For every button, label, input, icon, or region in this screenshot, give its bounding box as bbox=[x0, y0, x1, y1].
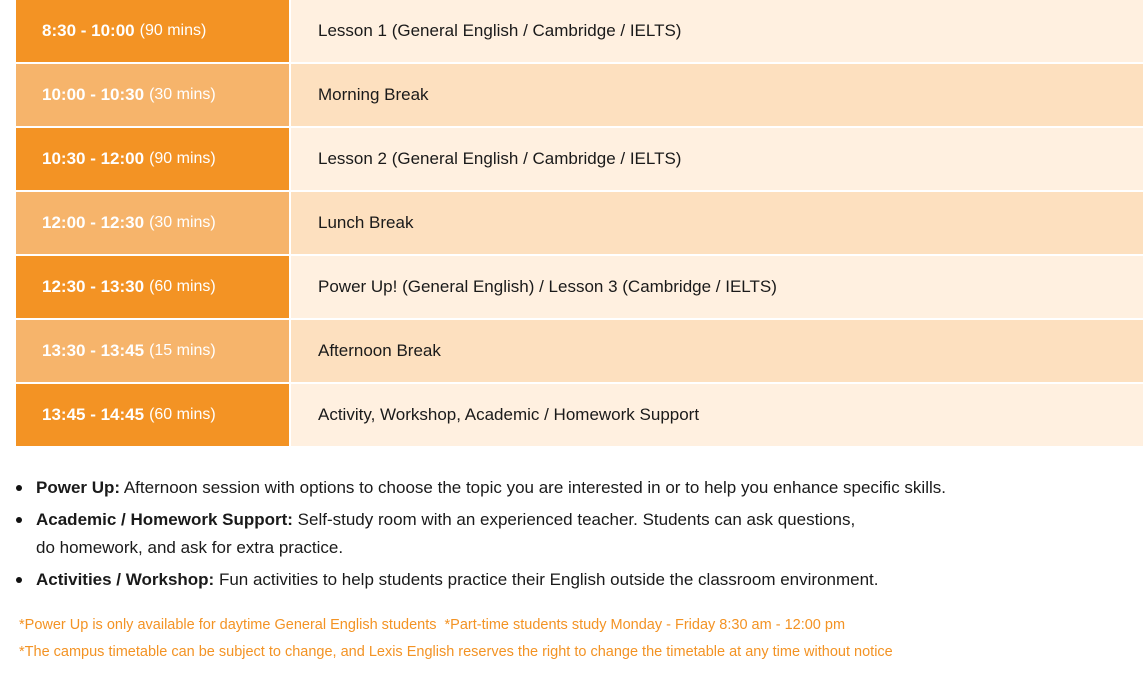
footnote-timetable-change: *The campus timetable can be subject to change, and Lexis English reserves the right to change the timetable at any time without notice bbox=[19, 644, 893, 660]
timetable-row bbox=[16, 0, 1143, 62]
duration: (60 mins) bbox=[149, 406, 216, 423]
activity-label: Lunch Break bbox=[318, 213, 414, 232]
time-cell bbox=[16, 128, 289, 190]
duration: (15 mins) bbox=[149, 342, 216, 359]
activity-cell bbox=[291, 256, 1143, 318]
timetable-row bbox=[16, 128, 1143, 190]
note-term: Activities / Workshop: bbox=[36, 570, 215, 589]
activity-label: Power Up! (General English) / Lesson 3 (Cambridge / IELTS) bbox=[318, 277, 777, 296]
note-item bbox=[16, 566, 1126, 594]
footnote-power-up: *Power Up is only available for daytime General English students bbox=[19, 617, 437, 633]
bullet-icon bbox=[16, 517, 22, 523]
duration: (60 mins) bbox=[149, 278, 216, 295]
activity-cell bbox=[291, 192, 1143, 254]
activity-label: Morning Break bbox=[318, 85, 429, 104]
time-cell bbox=[16, 0, 289, 62]
footnotes bbox=[19, 612, 893, 666]
activity-cell bbox=[291, 64, 1143, 126]
footnote-line bbox=[19, 639, 893, 666]
activity-cell bbox=[291, 384, 1143, 446]
time-cell bbox=[16, 320, 289, 382]
bullet-icon bbox=[16, 485, 22, 491]
activity-cell bbox=[291, 128, 1143, 190]
time-range: 13:45 - 14:45 bbox=[42, 405, 145, 424]
note-text: Self-study room with an experienced teacher. Students can ask questions, bbox=[292, 510, 856, 529]
activity-label: Activity, Workshop, Academic / Homework Support bbox=[318, 405, 700, 424]
note-text: Fun activities to help students practice their English outside the classroom environment. bbox=[214, 570, 879, 589]
duration: (30 mins) bbox=[149, 86, 216, 103]
bullet-icon bbox=[16, 577, 22, 583]
timetable-row bbox=[16, 64, 1143, 126]
timetable-row bbox=[16, 256, 1143, 318]
note-item bbox=[16, 474, 1126, 502]
activity-cell bbox=[291, 320, 1143, 382]
activity-label: Lesson 2 (General English / Cambridge / IELTS) bbox=[318, 149, 682, 168]
duration: (90 mins) bbox=[139, 22, 207, 39]
timetable-row bbox=[16, 384, 1143, 446]
time-cell bbox=[16, 192, 289, 254]
time-range: 8:30 - 10:00 bbox=[42, 21, 135, 40]
time-range: 10:30 - 12:00 bbox=[42, 149, 145, 168]
duration: (90 mins) bbox=[149, 150, 216, 167]
timetable-row bbox=[16, 192, 1143, 254]
note-term: Academic / Homework Support: bbox=[36, 510, 293, 529]
notes-list bbox=[16, 474, 1126, 598]
note-item bbox=[16, 506, 1126, 562]
footnote-part-time: *Part-time students study Monday - Friday 8:30 am - 12:00 pm bbox=[444, 617, 846, 633]
time-range: 12:30 - 13:30 bbox=[42, 277, 145, 296]
time-cell bbox=[16, 64, 289, 126]
time-cell bbox=[16, 384, 289, 446]
footnote-line bbox=[19, 612, 893, 639]
time-range: 10:00 - 10:30 bbox=[42, 85, 145, 104]
time-range: 13:30 - 13:45 bbox=[42, 341, 145, 360]
time-cell bbox=[16, 256, 289, 318]
activity-label: Lesson 1 (General English / Cambridge / IELTS) bbox=[318, 21, 682, 40]
timetable bbox=[16, 0, 1143, 446]
note-text-continued: do homework, and ask for extra practice. bbox=[36, 538, 344, 557]
time-range: 12:00 - 12:30 bbox=[42, 213, 145, 232]
timetable-row bbox=[16, 320, 1143, 382]
duration: (30 mins) bbox=[149, 214, 216, 231]
activity-label: Afternoon Break bbox=[318, 341, 441, 360]
activity-cell bbox=[291, 0, 1143, 62]
note-text: Afternoon session with options to choose the topic you are interested in or to help you enhance specific skills. bbox=[120, 478, 946, 497]
note-term: Power Up: bbox=[36, 478, 121, 497]
